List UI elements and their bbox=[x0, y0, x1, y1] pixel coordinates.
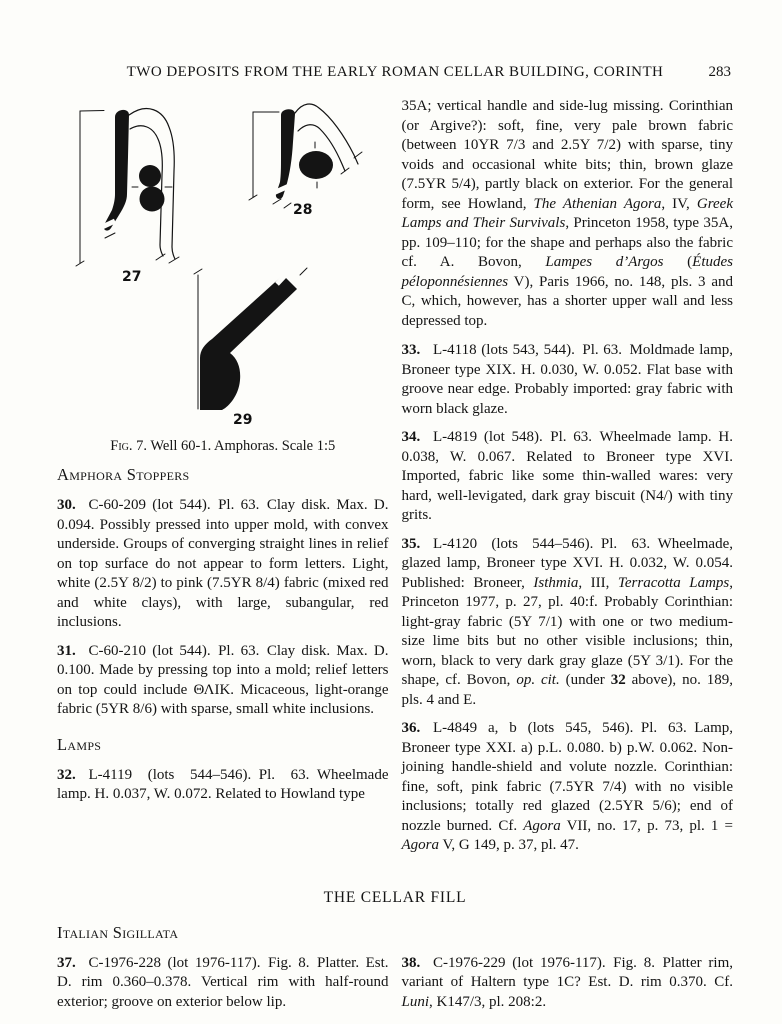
section-heading-cellar-fill: THE CELLAR FILL bbox=[323, 888, 467, 906]
catalog-entry-38: 38. C-1976-229 (lot 1976-117). Fig. 8. Platter rim, variant of Haltern type 1C? Est. D. rim 0.370. Cf. Luni, K147/3, pl. 208:2. bbox=[401, 954, 733, 1010]
amphora-drawing-27 bbox=[76, 109, 179, 285]
section-heading-lamps: Lamps bbox=[57, 734, 102, 754]
catalog-entry-35: 35. L-4120 (lots 544–546). Pl. 63. Wheelmade, glazed lamp, Broneer type XVI. H. 0.032, W. 0.054. Published: Broneer, Isthmia, III, Terracotta Lamps, Princeton 1977, p. 27, pl. 40:f. Probably Corinthian: light-gray fabric (5Y 7/1) with one or two medium-size lime bits but no other visible inclusions; thin, worn, black to very dark gray glaze (5Y 3/1). For the shape, cf. Bovon, op. cit. (under 32 above), no. 189, pls. 4 and E. bbox=[401, 535, 734, 708]
main-columns bbox=[57, 97, 733, 865]
amphora-drawing-28 bbox=[249, 104, 362, 218]
page-header bbox=[57, 64, 733, 84]
running-title: TWO DEPOSITS FROM THE EARLY ROMAN CELLAR BUILDING, CORINTH bbox=[126, 64, 664, 80]
catalog-entry-32-continuation: 35A; vertical handle and side-lug missing. Corinthian (or Argive?): soft, fine, very pale brown fabric (between 10YR 7/3 and 2.5Y 7/2) with sparse, tiny voids and occasional white bits; thin, brown glaze (7.5YR 5/4), partly black on exterior. For the general form, see Howland, The Athenian Agora, IV, Greek Lamps and Their Survivals, Princeton 1958, type 35A, pp. 109–110; for the shape and perhaps also the fabric cf. A. Bovon, Lampes d’Argos (Études péloponnésiennes V), Paris 1966, no. 148, pls. 3 and C, which, however, has a shorter upper wall and less depressed top. bbox=[401, 98, 733, 329]
bottom-left-column bbox=[57, 954, 389, 1022]
figure-label-27: 27 bbox=[122, 269, 142, 285]
catalog-entry-36: 36. L-4849 a, b (lots 545, 546). Pl. 63. Lamp, Broneer type XXI. a) p.L. 0.080. b) p.W. 0.062. Non-joining handle-shield and volute nozzle. Corinthian: fine, soft, pink fabric (7.5YR 7/4) with no visible inclusions; totally red glazed (2.5YR 5/6); end of nozzle burned. Cf. Agora VII, no. 17, p. 73, pl. 1 = Agora V, G 149, p. 37, pl. 47. bbox=[401, 720, 733, 853]
catalog-entry-37: 37. C-1976-228 (lot 1976-117). Fig. 8. Platter. Est. D. rim 0.360–0.378. Vertical rim with half-round exterior; groove on exterior below lip. bbox=[57, 954, 389, 1010]
catalog-entry-31: 31. C-60-210 (lot 544). Pl. 63. Clay disk. Max. D. 0.100. Made by pressing top into a mold; relief letters on top could include ΘΛΙΚ. Micaceous, light-orange fabric (5YR 8/6) with sparse, small white inclusions. bbox=[57, 642, 389, 717]
catalog-entry-33: 33. L-4118 (lots 543, 544). Pl. 63. Moldmade lamp, Broneer type XIX. H. 0.030, W. 0.052. Flat base with groove near edge. Probably imported: gray fabric with worn black glaze. bbox=[401, 342, 733, 417]
figure-label-28: 28 bbox=[293, 202, 313, 218]
bottom-right-column bbox=[402, 954, 734, 1022]
figure-7 bbox=[57, 97, 389, 455]
figure-label-29: 29 bbox=[233, 412, 253, 428]
left-column bbox=[57, 97, 389, 814]
right-column bbox=[402, 97, 734, 865]
page-number: 283 bbox=[708, 64, 731, 80]
figure-caption: Fig. 7. Well 60-1. Amphoras. Scale 1:5 bbox=[110, 438, 336, 454]
section-heading-amphora-stoppers: Amphora Stoppers bbox=[57, 465, 190, 484]
catalog-entry-30: 30. C-60-209 (lot 544). Pl. 63. Clay disk. Max. D. 0.094. Possibly pressed into upper mold, with convex underside. Groups of converging straight lines in relief on top surface do not appear to form letters. Light, white (2.5Y 8/2) to pink (7.5YR 8/4) fabric (mixed red and white clays), with large, subangular, red inclusions. bbox=[57, 497, 389, 630]
catalog-entry-34: 34. L-4819 (lot 548). Pl. 63. Wheelmade lamp. H. 0.038, W. 0.067. Related to Broneer type XVI. Imported, fabric like some thin-walled wares: very hard, well-levigated, dark gray biscuit (N4/) with tiny grits. bbox=[401, 429, 733, 523]
amphora-profile-drawings bbox=[57, 97, 390, 430]
section-heading-italian-sigillata: Italian Sigillata bbox=[57, 922, 179, 942]
amphora-drawing-29 bbox=[194, 268, 307, 428]
bottom-columns bbox=[57, 954, 733, 1022]
catalog-entry-32: 32. L-4119 (lots 544–546). Pl. 63. Wheelmade lamp. H. 0.037, W. 0.072. Related to Howland type bbox=[57, 766, 389, 802]
